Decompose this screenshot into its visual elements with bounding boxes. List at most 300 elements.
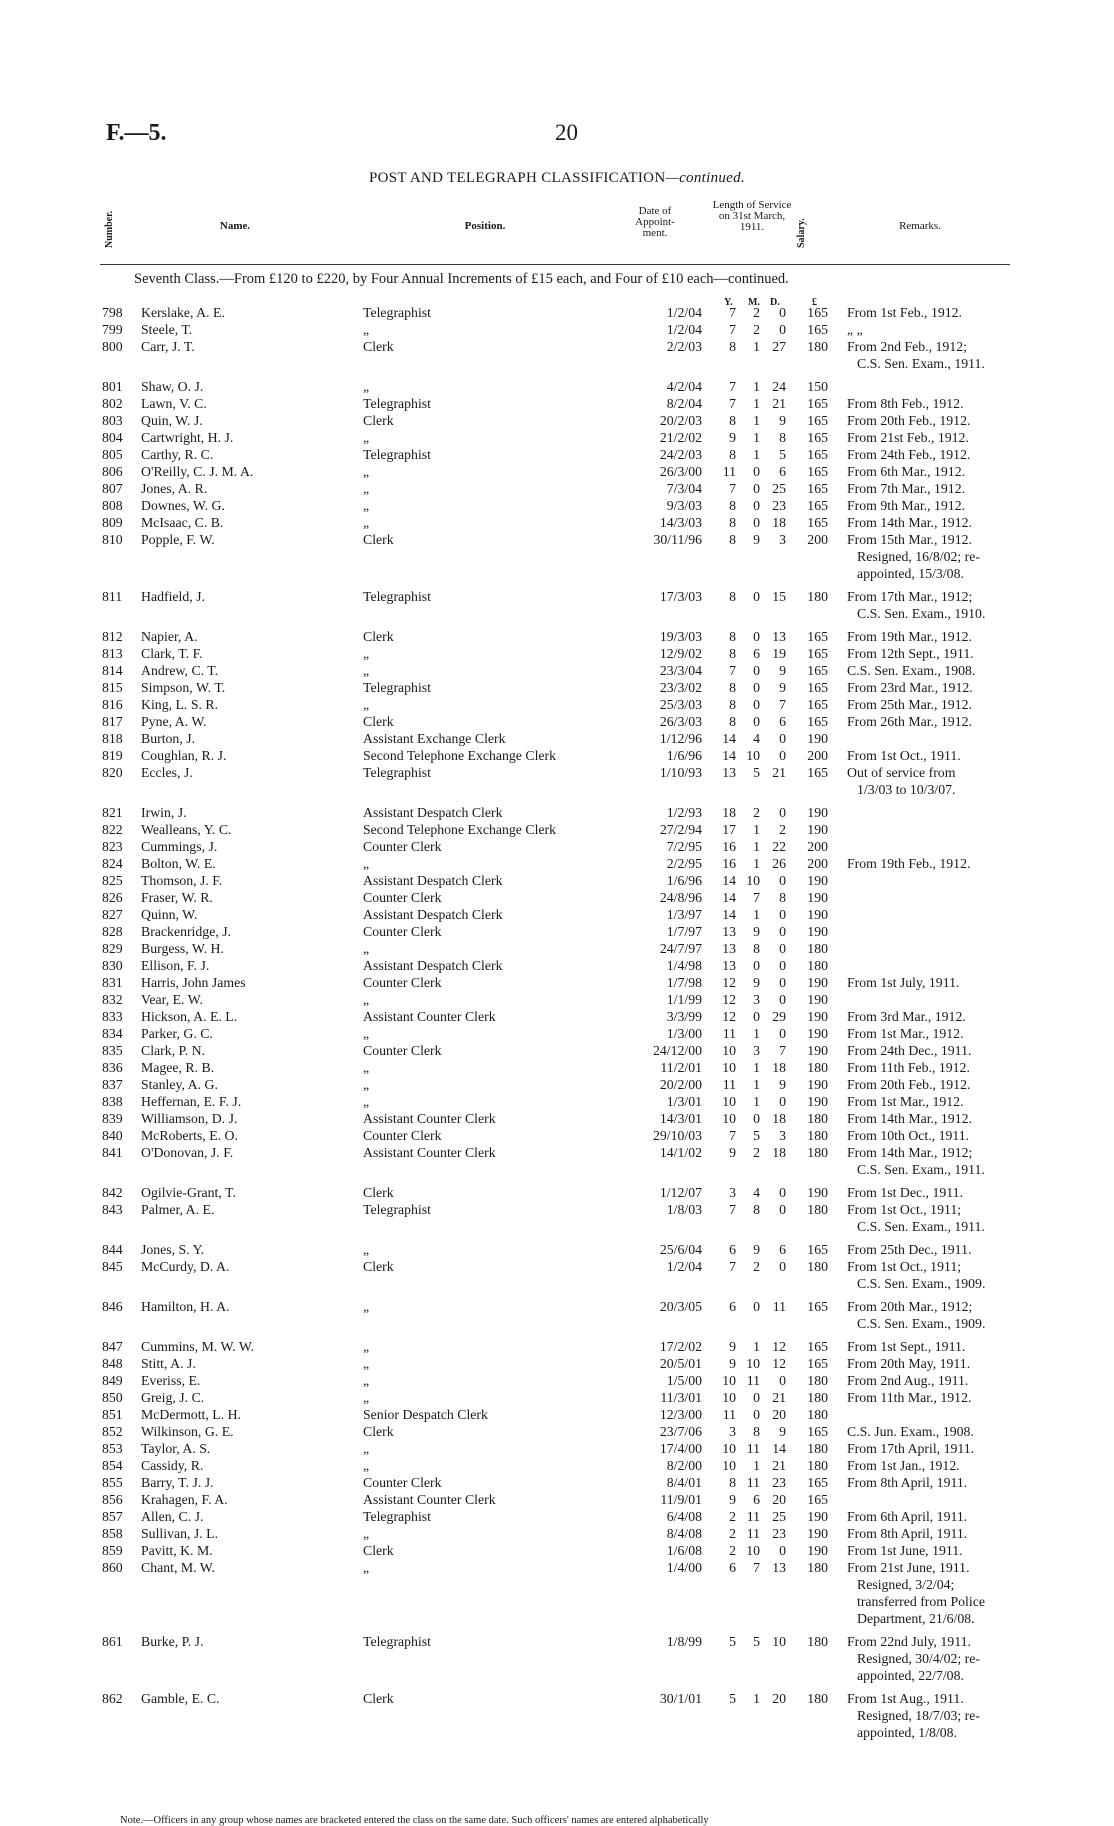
row-date: 1/2/04 bbox=[666, 1259, 702, 1274]
row-months: 2 bbox=[753, 322, 760, 337]
row-salary: 190 bbox=[807, 890, 828, 905]
row-days: 2 bbox=[779, 822, 786, 837]
row-remarks: From 19th Mar., 1912. bbox=[847, 629, 972, 644]
row-salary: 165 bbox=[807, 1356, 828, 1371]
row-days: 8 bbox=[779, 430, 786, 445]
row-position: Telegraphist bbox=[363, 589, 431, 604]
row-remarks: From 1st Feb., 1912. bbox=[847, 305, 962, 320]
row-years: 8 bbox=[729, 498, 736, 513]
staff-table bbox=[0, 304, 1114, 1741]
row-number: 862 bbox=[102, 1691, 123, 1706]
row-salary: 190 bbox=[807, 924, 828, 939]
row-remarks: From 7th Mar., 1912. bbox=[847, 481, 966, 496]
row-salary: 180 bbox=[807, 1060, 828, 1075]
row-number: 843 bbox=[102, 1202, 123, 1217]
row-days: 5 bbox=[779, 447, 786, 462]
row-position: Assistant Despatch Clerk bbox=[363, 907, 503, 922]
table-row bbox=[0, 1184, 1114, 1201]
row-remarks: From 6th April, 1911. bbox=[847, 1509, 968, 1524]
row-position: „ bbox=[363, 430, 370, 445]
row-years: 8 bbox=[729, 532, 736, 547]
row-remarks: From 20th Feb., 1912. bbox=[847, 413, 971, 428]
row-position: Clerk bbox=[363, 1424, 394, 1439]
row-date: 1/1/99 bbox=[666, 992, 702, 1007]
row-salary: 165 bbox=[807, 515, 828, 530]
row-days: 25 bbox=[772, 1509, 786, 1524]
row-number: 806 bbox=[102, 464, 123, 479]
row-months: 11 bbox=[746, 1441, 760, 1456]
row-position: Assistant Counter Clerk bbox=[363, 1009, 496, 1024]
row-name: Clark, T. F. bbox=[141, 646, 203, 661]
row-name: Carthy, R. C. bbox=[141, 447, 214, 462]
table-row bbox=[0, 713, 1114, 730]
row-position: „ bbox=[363, 1526, 370, 1541]
row-remarks: From 14th Mar., 1912; bbox=[847, 1145, 973, 1160]
header-rule bbox=[100, 264, 1010, 265]
row-name: Palmer, A. E. bbox=[141, 1202, 215, 1217]
row-date: 7/2/95 bbox=[666, 839, 702, 854]
row-years: 7 bbox=[729, 1259, 736, 1274]
row-years: 8 bbox=[729, 589, 736, 604]
row-days: 21 bbox=[772, 1458, 786, 1473]
row-position: Assistant Despatch Clerk bbox=[363, 958, 503, 973]
row-salary: 190 bbox=[807, 1094, 828, 1109]
row-position: „ bbox=[363, 1390, 370, 1405]
row-position: Telegraphist bbox=[363, 1509, 431, 1524]
row-name: McCurdy, D. A. bbox=[141, 1259, 230, 1274]
row-position: Counter Clerk bbox=[363, 839, 442, 854]
row-name: Stanley, A. G. bbox=[141, 1077, 218, 1092]
row-days: 0 bbox=[779, 1026, 786, 1041]
row-position: Clerk bbox=[363, 532, 394, 547]
row-remarks: From 1st July, 1911. bbox=[847, 975, 960, 990]
row-salary: 190 bbox=[807, 975, 828, 990]
row-position: Senior Despatch Clerk bbox=[363, 1407, 488, 1422]
row-months: 1 bbox=[753, 1077, 760, 1092]
row-date: 30/11/96 bbox=[653, 532, 702, 547]
row-days: 20 bbox=[772, 1691, 786, 1706]
row-days: 6 bbox=[779, 1242, 786, 1257]
row-days: 0 bbox=[779, 975, 786, 990]
row-remarks: C.S. Sen. Exam., 1911. bbox=[857, 1219, 985, 1234]
row-remarks: From 20th Mar., 1912; bbox=[847, 1299, 973, 1314]
row-number: 820 bbox=[102, 765, 123, 780]
row-salary: 165 bbox=[807, 447, 828, 462]
row-date: 20/2/00 bbox=[659, 1077, 702, 1092]
row-number: 822 bbox=[102, 822, 123, 837]
table-row-continuation bbox=[0, 781, 1114, 798]
row-years: 7 bbox=[729, 379, 736, 394]
row-remarks: From 17th April, 1911. bbox=[847, 1441, 975, 1456]
row-name: Bolton, W. E. bbox=[141, 856, 216, 871]
row-remarks: transferred from Police bbox=[857, 1594, 985, 1609]
row-date: 1/2/04 bbox=[666, 322, 702, 337]
row-days: 24 bbox=[772, 379, 786, 394]
row-number: 852 bbox=[102, 1424, 123, 1439]
table-row bbox=[0, 497, 1114, 514]
row-days: 22 bbox=[772, 839, 786, 854]
row-date: 1/6/96 bbox=[666, 873, 702, 888]
table-row bbox=[0, 1144, 1114, 1161]
row-salary: 180 bbox=[807, 1458, 828, 1473]
row-name: Everiss, E. bbox=[141, 1373, 201, 1388]
row-salary: 165 bbox=[807, 413, 828, 428]
row-salary: 165 bbox=[807, 396, 828, 411]
row-salary: 200 bbox=[807, 748, 828, 763]
row-name: Wealleans, Y. C. bbox=[141, 822, 232, 837]
row-days: 0 bbox=[779, 1185, 786, 1200]
row-months: 10 bbox=[746, 873, 760, 888]
row-days: 9 bbox=[779, 663, 786, 678]
row-number: 838 bbox=[102, 1094, 123, 1109]
row-date: 1/10/93 bbox=[659, 765, 702, 780]
row-name: Lawn, V. C. bbox=[141, 396, 207, 411]
row-salary: 190 bbox=[807, 1526, 828, 1541]
row-months: 3 bbox=[753, 992, 760, 1007]
row-number: 813 bbox=[102, 646, 123, 661]
row-salary: 180 bbox=[807, 1259, 828, 1274]
row-salary: 165 bbox=[807, 1492, 828, 1507]
row-position: Clerk bbox=[363, 1259, 394, 1274]
row-date: 9/3/03 bbox=[666, 498, 702, 513]
table-row-continuation bbox=[0, 355, 1114, 372]
row-name: Burton, J. bbox=[141, 731, 196, 746]
row-years: 8 bbox=[729, 680, 736, 695]
row-name: Pyne, A. W. bbox=[141, 714, 207, 729]
row-months: 11 bbox=[746, 1373, 760, 1388]
row-date: 1/4/00 bbox=[666, 1560, 702, 1575]
row-date: 14/3/01 bbox=[659, 1111, 702, 1126]
row-salary: 180 bbox=[807, 589, 828, 604]
row-months: 0 bbox=[753, 1299, 760, 1314]
table-row bbox=[0, 730, 1114, 747]
table-row bbox=[0, 1406, 1114, 1423]
row-number: 857 bbox=[102, 1509, 123, 1524]
row-years: 12 bbox=[722, 975, 736, 990]
row-date: 23/3/04 bbox=[659, 663, 702, 678]
row-number: 799 bbox=[102, 322, 123, 337]
row-days: 0 bbox=[779, 731, 786, 746]
row-position: Counter Clerk bbox=[363, 890, 442, 905]
row-remarks: From 1st Aug., 1911. bbox=[847, 1691, 964, 1706]
row-salary: 190 bbox=[807, 1077, 828, 1092]
row-date: 25/3/03 bbox=[659, 697, 702, 712]
row-remarks: From 6th Mar., 1912. bbox=[847, 464, 966, 479]
row-remarks: Resigned, 3/2/04; bbox=[857, 1577, 955, 1592]
row-years: 8 bbox=[729, 697, 736, 712]
table-row-continuation bbox=[0, 605, 1114, 622]
row-date: 24/7/97 bbox=[659, 941, 702, 956]
table-row bbox=[0, 872, 1114, 889]
row-date: 1/6/08 bbox=[666, 1543, 702, 1558]
row-months: 1 bbox=[753, 413, 760, 428]
row-number: 848 bbox=[102, 1356, 123, 1371]
row-years: 13 bbox=[722, 765, 736, 780]
page-title bbox=[0, 170, 1114, 187]
row-years: 8 bbox=[729, 515, 736, 530]
row-number: 832 bbox=[102, 992, 123, 1007]
table-row bbox=[0, 764, 1114, 781]
row-months: 6 bbox=[753, 1492, 760, 1507]
row-name: Shaw, O. J. bbox=[141, 379, 204, 394]
row-date: 24/2/03 bbox=[659, 447, 702, 462]
row-remarks: From 21st June, 1911. bbox=[847, 1560, 970, 1575]
row-remarks: Resigned, 18/7/03; re- bbox=[857, 1708, 980, 1723]
row-position: „ bbox=[363, 1560, 370, 1575]
row-years: 10 bbox=[722, 1373, 736, 1388]
row-months: 0 bbox=[753, 481, 760, 496]
row-salary: 190 bbox=[807, 822, 828, 837]
row-salary: 180 bbox=[807, 1128, 828, 1143]
row-position: Telegraphist bbox=[363, 396, 431, 411]
row-months: 0 bbox=[753, 589, 760, 604]
row-remarks: From 1st Oct., 1911. bbox=[847, 748, 961, 763]
row-remarks: From 22nd July, 1911. bbox=[847, 1634, 971, 1649]
row-name: Cummins, M. W. W. bbox=[141, 1339, 255, 1354]
row-date: 1/6/96 bbox=[666, 748, 702, 763]
row-years: 7 bbox=[729, 322, 736, 337]
row-date: 26/3/03 bbox=[659, 714, 702, 729]
row-date: 11/9/01 bbox=[660, 1492, 702, 1507]
row-remarks: From 24th Feb., 1912. bbox=[847, 447, 971, 462]
row-days: 6 bbox=[779, 464, 786, 479]
table-row bbox=[0, 1633, 1114, 1650]
row-years: 8 bbox=[729, 447, 736, 462]
row-months: 7 bbox=[753, 890, 760, 905]
row-years: 14 bbox=[722, 907, 736, 922]
row-position: Assistant Counter Clerk bbox=[363, 1492, 496, 1507]
row-months: 2 bbox=[753, 805, 760, 820]
row-remarks: appointed, 22/7/08. bbox=[857, 1668, 964, 1683]
table-row bbox=[0, 338, 1114, 355]
row-salary: 200 bbox=[807, 532, 828, 547]
row-date: 1/4/98 bbox=[666, 958, 702, 973]
row-months: 0 bbox=[753, 714, 760, 729]
unit-months: M. bbox=[748, 297, 760, 308]
row-years: 11 bbox=[722, 464, 736, 479]
row-remarks: 1/3/03 to 10/3/07. bbox=[857, 782, 956, 797]
row-number: 855 bbox=[102, 1475, 123, 1490]
row-position: „ bbox=[363, 515, 370, 530]
table-row bbox=[0, 1508, 1114, 1525]
row-position: Counter Clerk bbox=[363, 924, 442, 939]
row-days: 18 bbox=[772, 1060, 786, 1075]
row-date: 6/4/08 bbox=[666, 1509, 702, 1524]
table-row bbox=[0, 463, 1114, 480]
row-date: 11/3/01 bbox=[660, 1390, 702, 1405]
row-years: 12 bbox=[722, 992, 736, 1007]
row-months: 4 bbox=[753, 731, 760, 746]
row-years: 3 bbox=[729, 1185, 736, 1200]
row-remarks: From 17th Mar., 1912; bbox=[847, 589, 973, 604]
table-row-continuation bbox=[0, 1650, 1114, 1667]
row-remarks: Department, 21/6/08. bbox=[857, 1611, 975, 1626]
row-date: 23/3/02 bbox=[659, 680, 702, 695]
table-row bbox=[0, 906, 1114, 923]
row-number: 804 bbox=[102, 430, 123, 445]
row-position: Counter Clerk bbox=[363, 1128, 442, 1143]
row-months: 10 bbox=[746, 1356, 760, 1371]
row-salary: 190 bbox=[807, 731, 828, 746]
header-name: Name. bbox=[219, 220, 251, 232]
row-months: 1 bbox=[753, 1458, 760, 1473]
row-number: 826 bbox=[102, 890, 123, 905]
row-date: 2/2/03 bbox=[666, 339, 702, 354]
row-remarks: From 10th Oct., 1911. bbox=[847, 1128, 970, 1143]
row-months: 0 bbox=[753, 958, 760, 973]
table-row bbox=[0, 804, 1114, 821]
row-date: 8/2/00 bbox=[666, 1458, 702, 1473]
row-name: Cartwright, H. J. bbox=[141, 430, 234, 445]
row-number: 830 bbox=[102, 958, 123, 973]
row-position: Assistant Counter Clerk bbox=[363, 1111, 496, 1126]
row-salary: 165 bbox=[807, 1424, 828, 1439]
row-number: 861 bbox=[102, 1634, 123, 1649]
row-salary: 190 bbox=[807, 1026, 828, 1041]
row-name: Jones, A. R. bbox=[141, 481, 208, 496]
table-row bbox=[0, 1423, 1114, 1440]
header-position: Position. bbox=[464, 220, 506, 232]
row-name: Krahagen, F. A. bbox=[141, 1492, 228, 1507]
row-date: 1/12/96 bbox=[659, 731, 702, 746]
row-number: 840 bbox=[102, 1128, 123, 1143]
row-number: 859 bbox=[102, 1543, 123, 1558]
row-months: 1 bbox=[753, 907, 760, 922]
row-date: 1/8/99 bbox=[666, 1634, 702, 1649]
row-name: Wilkinson, G. E. bbox=[141, 1424, 234, 1439]
row-days: 0 bbox=[779, 873, 786, 888]
row-salary: 165 bbox=[807, 697, 828, 712]
class-heading: Seventh Class.—From £120 to £220, by Four Annual Increments of £15 each, and Four of £10 each—continued. bbox=[134, 271, 789, 287]
row-number: 850 bbox=[102, 1390, 123, 1405]
row-days: 18 bbox=[772, 1145, 786, 1160]
row-years: 10 bbox=[722, 1060, 736, 1075]
table-row bbox=[0, 304, 1114, 321]
row-name: Irwin, J. bbox=[141, 805, 187, 820]
row-years: 12 bbox=[722, 1009, 736, 1024]
row-years: 9 bbox=[729, 1339, 736, 1354]
row-months: 5 bbox=[753, 1634, 760, 1649]
row-name: Hadfield, J. bbox=[141, 589, 205, 604]
row-number: 819 bbox=[102, 748, 123, 763]
row-months: 1 bbox=[753, 1094, 760, 1109]
row-salary: 165 bbox=[807, 481, 828, 496]
row-days: 0 bbox=[779, 322, 786, 337]
row-months: 9 bbox=[753, 532, 760, 547]
row-days: 26 bbox=[772, 856, 786, 871]
row-number: 851 bbox=[102, 1407, 123, 1422]
table-row bbox=[0, 1025, 1114, 1042]
row-name: Steele, T. bbox=[141, 322, 193, 337]
table-row bbox=[0, 480, 1114, 497]
row-date: 27/2/94 bbox=[659, 822, 702, 837]
row-remarks: From 9th Mar., 1912. bbox=[847, 498, 966, 513]
row-months: 8 bbox=[753, 1424, 760, 1439]
row-date: 14/3/03 bbox=[659, 515, 702, 530]
row-number: 803 bbox=[102, 413, 123, 428]
row-days: 21 bbox=[772, 396, 786, 411]
row-months: 0 bbox=[753, 498, 760, 513]
row-name: King, L. S. R. bbox=[141, 697, 219, 712]
row-salary: 165 bbox=[807, 1242, 828, 1257]
row-salary: 180 bbox=[807, 339, 828, 354]
row-remarks: From 1st Oct., 1911; bbox=[847, 1202, 962, 1217]
table-row-continuation bbox=[0, 1161, 1114, 1178]
row-months: 7 bbox=[753, 1560, 760, 1575]
table-row bbox=[0, 446, 1114, 463]
row-date: 23/7/06 bbox=[659, 1424, 702, 1439]
row-position: „ bbox=[363, 941, 370, 956]
row-name: Magee, R. B. bbox=[141, 1060, 215, 1075]
page-identifier: F.—5. bbox=[106, 120, 167, 146]
row-months: 0 bbox=[753, 1111, 760, 1126]
table-row bbox=[0, 991, 1114, 1008]
row-name: Harris, John James bbox=[141, 975, 246, 990]
row-date: 17/3/03 bbox=[659, 589, 702, 604]
row-days: 23 bbox=[772, 498, 786, 513]
row-date: 20/2/03 bbox=[659, 413, 702, 428]
row-number: 805 bbox=[102, 447, 123, 462]
row-number: 839 bbox=[102, 1111, 123, 1126]
row-position: Assistant Despatch Clerk bbox=[363, 805, 503, 820]
row-position: „ bbox=[363, 856, 370, 871]
unit-pound: £ bbox=[812, 297, 817, 308]
row-years: 8 bbox=[729, 413, 736, 428]
table-row bbox=[0, 1474, 1114, 1491]
row-remarks: From 23rd Mar., 1912. bbox=[847, 680, 973, 695]
row-months: 11 bbox=[746, 1526, 760, 1541]
row-number: 860 bbox=[102, 1560, 123, 1575]
row-date: 11/2/01 bbox=[660, 1060, 702, 1075]
row-number: 842 bbox=[102, 1185, 123, 1200]
row-date: 24/8/96 bbox=[659, 890, 702, 905]
row-salary: 165 bbox=[807, 765, 828, 780]
row-years: 2 bbox=[729, 1543, 736, 1558]
row-salary: 180 bbox=[807, 1634, 828, 1649]
row-months: 0 bbox=[753, 464, 760, 479]
row-years: 14 bbox=[722, 748, 736, 763]
row-position: Assistant Exchange Clerk bbox=[363, 731, 506, 746]
row-position: Clerk bbox=[363, 1543, 394, 1558]
row-salary: 180 bbox=[807, 1691, 828, 1706]
row-date: 1/3/01 bbox=[666, 1094, 702, 1109]
row-remarks: C.S. Sen. Exam., 1909. bbox=[857, 1276, 986, 1291]
table-row-continuation bbox=[0, 548, 1114, 565]
row-remarks: C.S. Jun. Exam., 1908. bbox=[847, 1424, 974, 1439]
row-position: „ bbox=[363, 1242, 370, 1257]
row-salary: 165 bbox=[807, 629, 828, 644]
row-years: 7 bbox=[729, 481, 736, 496]
row-salary: 190 bbox=[807, 1185, 828, 1200]
row-salary: 180 bbox=[807, 1560, 828, 1575]
row-years: 6 bbox=[729, 1242, 736, 1257]
row-days: 12 bbox=[772, 1356, 786, 1371]
row-days: 0 bbox=[779, 1543, 786, 1558]
row-name: Kerslake, A. E. bbox=[141, 305, 225, 320]
table-row bbox=[0, 378, 1114, 395]
row-months: 5 bbox=[753, 765, 760, 780]
table-row bbox=[0, 1042, 1114, 1059]
row-date: 25/6/04 bbox=[659, 1242, 702, 1257]
row-months: 11 bbox=[746, 1509, 760, 1524]
row-name: Thomson, J. F. bbox=[141, 873, 223, 888]
row-years: 10 bbox=[722, 1441, 736, 1456]
row-months: 1 bbox=[753, 1060, 760, 1075]
table-row-continuation bbox=[0, 1275, 1114, 1292]
row-position: Assistant Despatch Clerk bbox=[363, 873, 503, 888]
row-remarks: From 12th Sept., 1911. bbox=[847, 646, 974, 661]
row-remarks: Resigned, 16/8/02; re- bbox=[857, 549, 980, 564]
